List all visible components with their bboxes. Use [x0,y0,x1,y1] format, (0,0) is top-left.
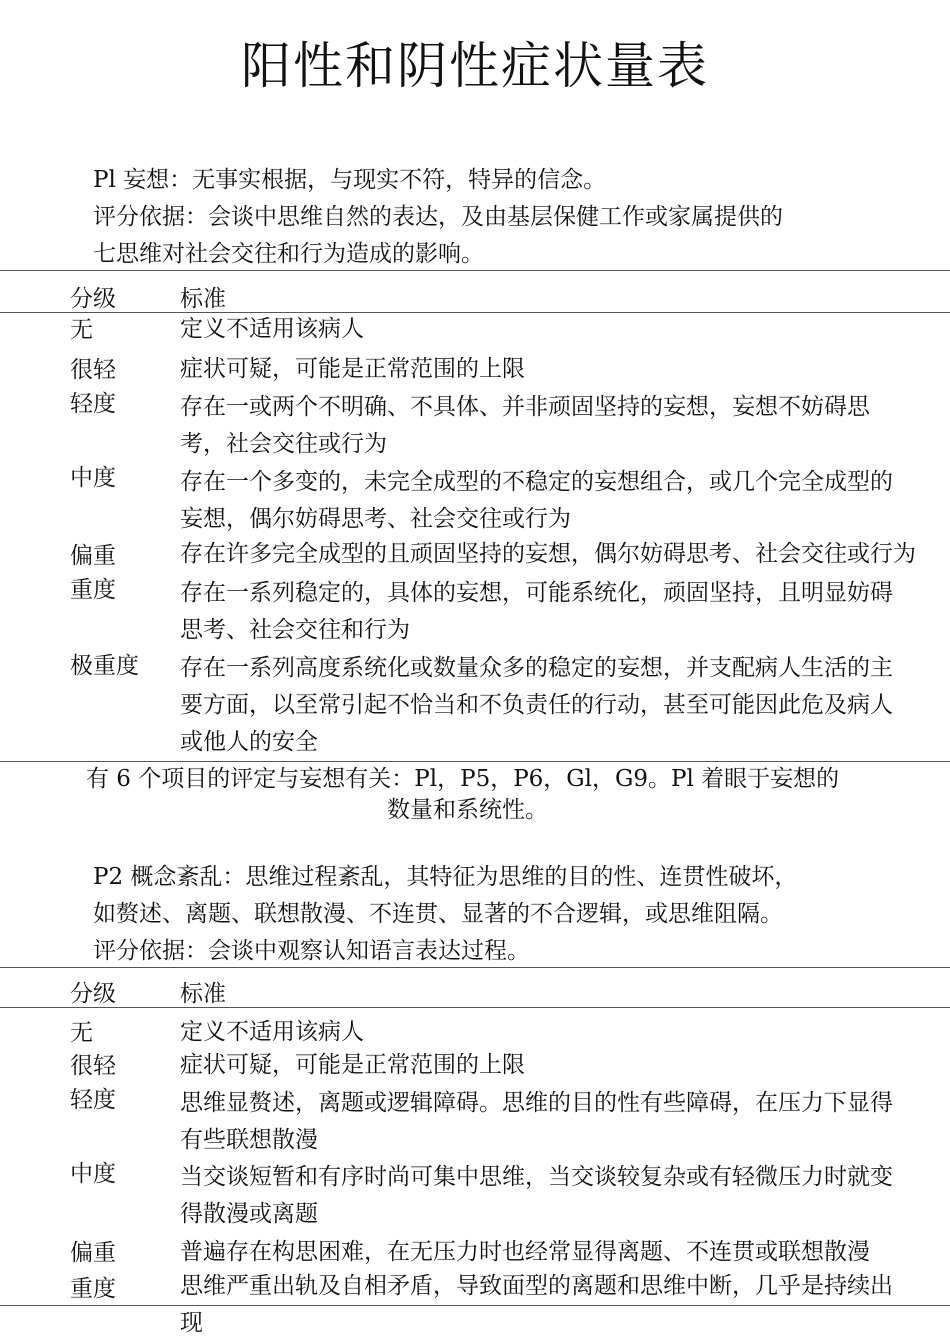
p2-criteria-moderately-severe: 普遍存在构思困难，在无压力时也经常显得离题、不连贯或联想散漫 [180,1239,870,1265]
p1-basis: 评分依据：会谈中思维自然的表达，及由基层保健工作或家属提供的 [93,204,783,230]
p1-basis-cont: 七思维对社会交往和行为造成的影响。 [93,241,484,267]
p2-level-moderately-severe: 偏重 [70,1240,116,1266]
p2-header-rule [0,1007,950,1008]
p2-criteria-very-mild: 症状可疑，可能是正常范围的上限 [180,1052,525,1078]
p1-criteria-none: 定义不适用该病人 [180,316,364,342]
p2-level-very-mild: 很轻 [70,1053,116,1079]
p2-basis: 评分依据：会谈中观察认知语言表达过程。 [93,938,530,964]
p1-criteria-moderately-severe: 存在许多完全成型的且顽固坚持的妄想，偶尔妨碍思考、社会交往或行为 [180,541,916,567]
p1-note-line-1: 有 6 个项目的评定与妄想有关：Pl，P5，P6，Gl，G9。Pl 着眼于妄想的 [86,766,840,792]
p1-table-bottom-rule [0,761,950,762]
p2-level-none: 无 [70,1020,93,1046]
p2-criteria-severe-clip [180,1268,950,1336]
p2-level-moderate: 中度 [70,1161,116,1187]
p2-criteria-none: 定义不适用该病人 [180,1019,364,1045]
p1-header-level: 分级 [70,286,116,312]
p2-level-severe: 重度 [70,1276,116,1302]
p2-definition: P2 概念紊乱：思维过程紊乱，其特征为思维的目的性、连贯性破坏， [93,864,798,890]
p1-level-mild: 轻度 [70,391,116,417]
p2-criteria-severe: 思维严重出轨及自相矛盾，导致面型的离题和思维中断，几乎是持续出 现 [180,1273,893,1336]
p2-level-mild: 轻度 [70,1087,116,1113]
p1-header-rule [0,312,950,313]
p1-criteria-extreme: 存在一系列高度系统化或数量众多的稳定的妄想，并支配病人生活的主 要方面，以至常引起不恰当和不负责任的行动，甚至可能因此危及病人 或他人的安全 [180,655,893,755]
p1-criteria-moderate: 存在一个多变的，未完全成型的不稳定的妄想组合，或几个完全成型的 妄想，偶尔妨碍思考、社会交往或行为 [180,469,893,532]
p2-table-bottom-rule [0,1305,950,1306]
p1-criteria-severe: 存在一系列稳定的，具体的妄想，可能系统化，顽固坚持，且明显妨碍 思考、社会交往和行为 [180,580,893,643]
document-title: 阳性和阴性症状量表 [241,37,709,95]
p1-definition: Pl 妄想：无事实根据，与现实不符，特异的信念。 [93,167,607,193]
p2-criteria-moderate: 当交谈短暂和有序时尚可集中思维，当交谈较复杂或有轻微压力时就变 得散漫或离题 [180,1164,893,1227]
p1-criteria-very-mild: 症状可疑，可能是正常范围的上限 [180,356,525,382]
p2-header-criteria: 标准 [180,981,226,1007]
p1-criteria-mild: 存在一或两个不明确、不具体、并非顽固坚持的妄想，妄想不妨碍思 考，社会交往或行为 [180,394,870,457]
p1-header-criteria: 标准 [180,286,226,312]
p2-table-top-rule [0,967,950,968]
p2-header-level: 分级 [70,981,116,1007]
p1-level-none: 无 [70,317,93,343]
p1-criteria-moderately-severe-clip [180,536,950,572]
p1-level-moderate: 中度 [70,465,116,491]
p1-table-top-rule [0,270,950,271]
p1-level-moderately-severe: 偏重 [70,543,116,569]
p1-level-very-mild: 很轻 [70,357,116,383]
p1-level-severe: 重度 [70,577,116,603]
p2-criteria-mild: 思维显赘述，离题或逻辑障碍。思维的目的性有些障碍，在压力下显得 有些联想散漫 [180,1090,893,1153]
p1-level-extreme: 极重度 [70,653,139,679]
p1-note-line-2: 数量和系统性。 [387,797,548,823]
p2-definition-cont: 如赘述、离题、联想散漫、不连贯、显著的不合逻辑，或思维阻隔。 [93,901,783,927]
